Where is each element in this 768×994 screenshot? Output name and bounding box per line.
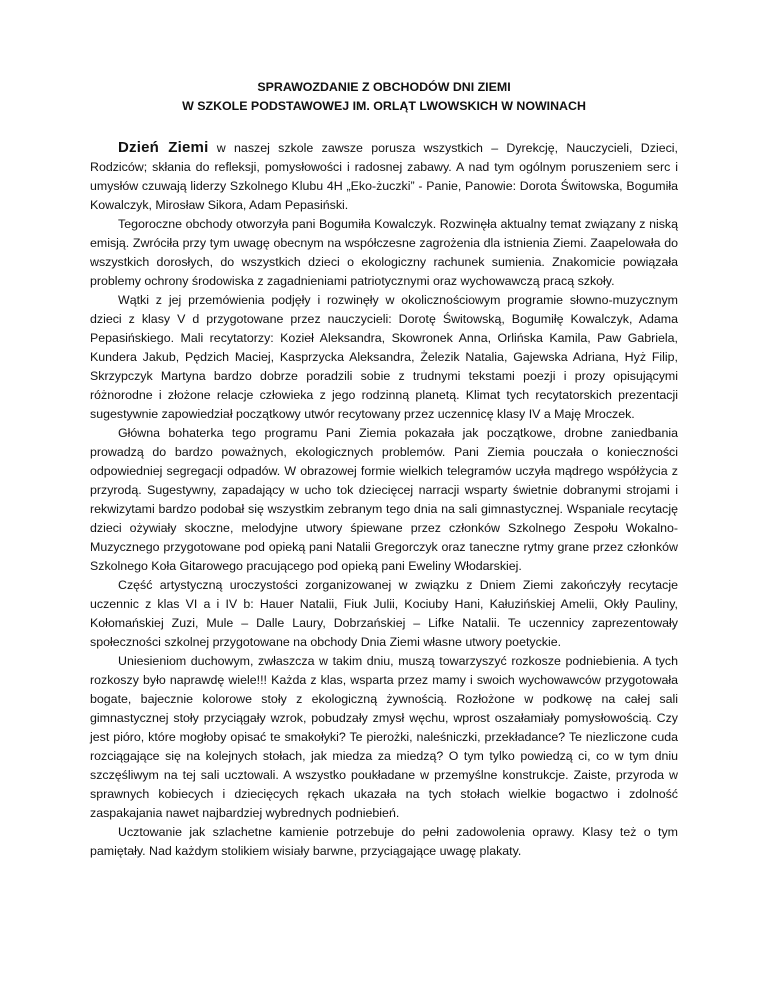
paragraph-7: Ucztowanie jak szlachetne kamienie potrzebuje do pełni zadowolenia oprawy. Klasy też o tym pamiętały. Nad każdym stolikiem wisiały barwne, przyciągające uwagę plakaty. [90, 825, 678, 858]
paragraph-1-text: w naszej szkole zawsze porusza wszystkich – Dyrekcję, Nauczycieli, Dzieci, Rodziców; skłania do refleksji, pomysłowości i radosnej zabawy. A nad tym ogólnym poruszeniem serc i umysłów czuwają liderzy Szkolnego Klubu 4H „Eko-żuczki” - Panie, Panowie: Dorota Świtowska, Bogumiła Kowalczyk, Mirosław Sikora, Adam Pepasiński. [90, 141, 678, 212]
document-page [90, 78, 678, 861]
paragraph-3: Wątki z jej przemówienia podjęły i rozwinęły w okolicznościowym programie słowno-muzycznym dzieci z klasy V d przygotowane przez nauczycieli: Dorotę Świtowską, Bogumiłę Kowalczyk, Adama Pepasińskiego. Mali recytatorzy: Kozieł Aleksandra, Skowronek Anna, Orlińska Kamila, Paw Gabriela, Kundera Jakub, Pędzich Maciej, Kasprzycka Aleksandra, Żelezik Natalia, Gajewska Adriana, Hyż Filip, Skrzypczyk Martyna bardzo dobrze poradzili sobie z trudnymi tekstami poezji i prozy opisującymi różnorodne i złożone relacje człowieka z jego rodzinną planetą. Klimat tych recytatorskich prezentacji sugestywnie zapowiedział początkowy utwór recytowany przez uczennicę klasy IV a Maję Mroczek. [90, 293, 678, 421]
paragraph-2: Tegoroczne obchody otworzyła pani Bogumiła Kowalczyk. Rozwinęła aktualny temat związany z niską emisją. Zwróciła przy tym uwagę obecnym na współczesne zagrożenia dla istnienia Ziemi. Zaapelowała do wszystkich dorosłych, do wszystkich dzieci o ekologiczny rachunek sumienia. Znakomicie powiązała problemy ochrony środowiska z zagadnieniami patriotycznymi oraz wychowawczą pracą szkoły. [90, 217, 678, 288]
document-header [90, 78, 678, 116]
paragraph-5: Część artystyczną uroczystości zorganizowanej w związku z Dniem Ziemi zakończyły recytacje uczennic z klas VI a i IV b: Hauer Natalii, Fiuk Julii, Kociuby Hani, Kałuzińskiej Amelii, Okły Pauliny, Kołomańskiej Zuzi, Mule – Dalle Laury, Dobrzańskiej – Lifke Natalii. Te uczennicy zaprezentowały społeczności szkolnej przygotowane na obchody Dnia Ziemi własne utwory poetyckie. [90, 578, 678, 649]
report-body [90, 138, 678, 861]
report-title: SPRAWOZDANIE Z OBCHODÓW DNI ZIEMI [257, 80, 511, 94]
school-name: W SZKOLE PODSTAWOWEJ IM. ORLĄT LWOWSKICH W NOWINACH [182, 99, 586, 113]
paragraph-6: Uniesieniom duchowym, zwłaszcza w takim dniu, muszą towarzyszyć rozkosze podniebienia. A tych rozkoszy było naprawdę wiele!!! Każda z klas, wsparta przez mamy i swoich wychowawców przygotowała bogate, bajecznie kolorowe stoły z ekologiczną żywnością. Rozłożone w podkowę na całej sali gimnastycznej stoły przyciągały wzrok, pobudzały zmysł węchu, wprost oszałamiały pomysłowością. Czy jest pióro, które mogłoby opisać te smakołyki? Te pierożki, naleśniczki, przekładance? Te niezliczone cuda rozciągające się na kolejnych stołach, jak miedza za miedzą? O tym tylko powiedzą ci, co w tym dniu szczęśliwym na tej sali ucztowali. A wszystko poukładane w przemyślne konstrukcje. Zaiste, przyroda w sprawnych kobiecych i dziecięcych rękach ukazała na tych stołach wielkie bogactwo i zdolność zaspakajania nawet najbardziej wybrednych podniebień. [90, 654, 678, 820]
lead-word: Dzień Ziemi [118, 139, 209, 156]
paragraph-1 [90, 138, 678, 215]
paragraph-4: Główna bohaterka tego programu Pani Ziemia pokazała jak początkowe, drobne zaniedbania prowadzą do bardzo poważnych, ekologicznych problemów. Pani Ziemia pouczała o konieczności odpowiedniej segregacji odpadów. W obrazowej formie wielkich telegramów uczyła mądrego współżycia z przyrodą. Sugestywny, zapadający w ucho tok dziecięcej narracji wsparty świetnie dobranymi strojami i rekwizytami bardzo podobał się wszystkim zebranym tego dnia na sali gimnastycznej. Wspaniale recytację dzieci ożywiały skoczne, melodyjne utwory śpiewane przez członków Szkolnego Zespołu Wokalno-Muzycznego przygotowane pod opieką pani Natalii Gregorczyk oraz taneczne rytmy grane przez członków Szkolnego Koła Gitarowego pracującego pod opieką pani Eweliny Włodarskiej. [90, 426, 678, 573]
